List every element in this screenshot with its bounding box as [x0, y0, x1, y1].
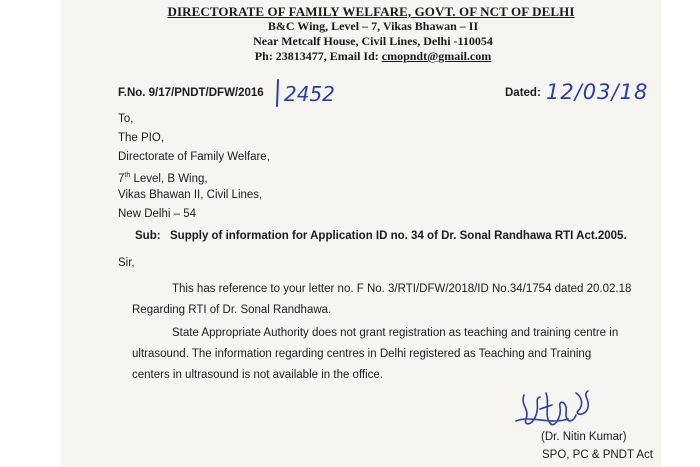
handwritten-divider — [275, 79, 281, 107]
recipient-line-5: New Delhi – 54 — [118, 208, 196, 220]
recipient-line-2: Directorate of Family Welfare, — [118, 151, 270, 163]
letterhead-address-line-1: B&C Wing, Level – 7, Vikas Bhawan – II — [267, 19, 479, 33]
letterhead-address-line-2: Near Metcalf House, Civil Lines, Delhi -110054 — [253, 34, 493, 48]
dated-label: Dated: — [505, 87, 541, 99]
body-paragraph-1: This has reference to your letter no. F No. 3/RTI/DFW/2018/ID No.34/1754 dated 20.02.18 Regarding RTI of Dr. Sonal Randhawa. — [132, 283, 632, 316]
signatory-designation: SPO, PC & PNDT Act — [542, 449, 653, 461]
signatory-name: (Dr. Nitin Kumar) — [541, 431, 627, 443]
handwritten-date: 12/03/18 — [546, 80, 649, 104]
recipient-line-4: Vikas Bhawan II, Civil Lines, — [118, 189, 263, 201]
signature-scribble-icon — [510, 385, 610, 433]
handwritten-dispatch-number: 2452 — [284, 82, 335, 106]
body-paragraph-2: State Appropriate Authority does not grant registration as teaching and training centre in ultrasound. The information regarding centres in Delhi registered as Teaching and Training centers in ultrasound is not available in the office. — [132, 327, 619, 381]
recipient-level-suffix: th — [124, 172, 131, 179]
letterhead-email: cmopndt@gmail.com — [381, 49, 492, 63]
letterhead-contact — [86, 49, 660, 64]
recipient-level-number: 7 — [118, 172, 125, 185]
recipient-line-1: The PIO, — [118, 132, 165, 144]
salutation: Sir, — [118, 257, 135, 269]
subject-label: Sub: — [135, 230, 161, 242]
recipient-level-text: Level, B Wing, — [133, 172, 208, 185]
to-label: To, — [118, 113, 134, 125]
letterhead — [62, 4, 660, 64]
letter-document — [62, 0, 660, 467]
letterhead-org-name: DIRECTORATE OF FAMILY WELFARE, GOVT. OF NCT OF DELHI — [167, 4, 575, 19]
subject-text: Supply of information for Application ID no. 34 of Dr. Sonal Randhawa RTI Act.2005. — [170, 230, 627, 242]
letterhead-phone: Ph: 23813477, Email Id: — [254, 49, 382, 63]
file-number: F.No. 9/17/PNDT/DFW/2016 — [118, 87, 264, 99]
